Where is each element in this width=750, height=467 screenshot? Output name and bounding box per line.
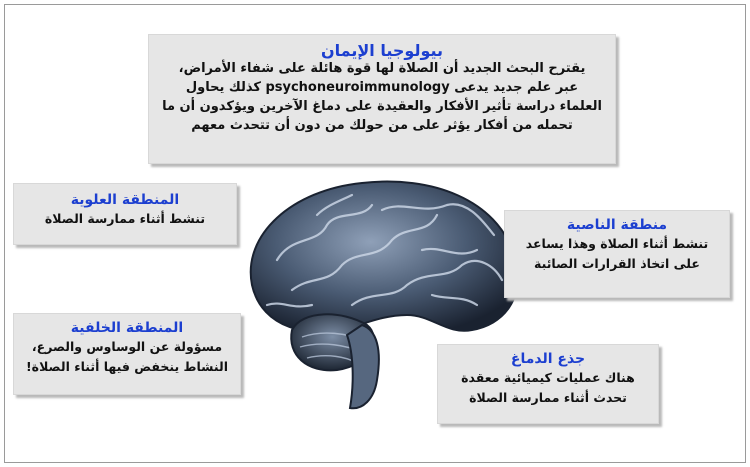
frontal-region-box — [504, 210, 730, 298]
main-title: بيولوجيا الإيمان — [320, 41, 444, 60]
frontal-region-line-2: على اتخاذ القرارات الصائبة — [534, 256, 700, 272]
main-line-4: تحمله من أفكار يؤثر على من حولك من دون أن تتحدث معهم — [191, 117, 573, 133]
back-region-box — [13, 313, 241, 395]
back-region-line-1: مسؤولة عن الوساوس والصرع، — [31, 339, 223, 354]
cerebrum-shape — [251, 182, 518, 333]
main-line-2: عبر علم جديد يدعى psychoneuroimmunology كذلك يحاول — [185, 79, 579, 95]
main-line-1: يقترح البحث الجديد أن الصلاة لها قوة هائلة على شفاء الأمراض، — [178, 61, 586, 76]
main-info-box — [148, 34, 616, 164]
upper-region-title: المنطقة العلوية — [70, 192, 180, 208]
brain-stem-title: جذع الدماغ — [510, 351, 586, 367]
back-region-title: المنطقة الخلفية — [70, 320, 184, 336]
frontal-region-line-1: تنشط أثناء الصلاة وهذا يساعد — [525, 236, 709, 251]
upper-region-box — [13, 183, 237, 245]
main-line-3: العلماء دراسة تأثير الأفكار والعقيدة على دماغ الآخرين ويؤكدون أن ما — [162, 98, 602, 114]
back-region-line-2: النشاط ينخفض فيها أثناء الصلاة! — [25, 359, 228, 375]
brain-stem-shape — [347, 325, 379, 408]
brain-stem-line-2: تحدث أثناء ممارسة الصلاة — [469, 390, 627, 406]
upper-region-text: تنشط أثناء ممارسة الصلاة — [44, 211, 206, 226]
brain-stem-box — [437, 344, 659, 424]
frontal-region-title: منطقة الناصية — [566, 217, 668, 233]
brain-stem-line-1: هناك عمليات كيميائية معقدة — [461, 370, 635, 385]
